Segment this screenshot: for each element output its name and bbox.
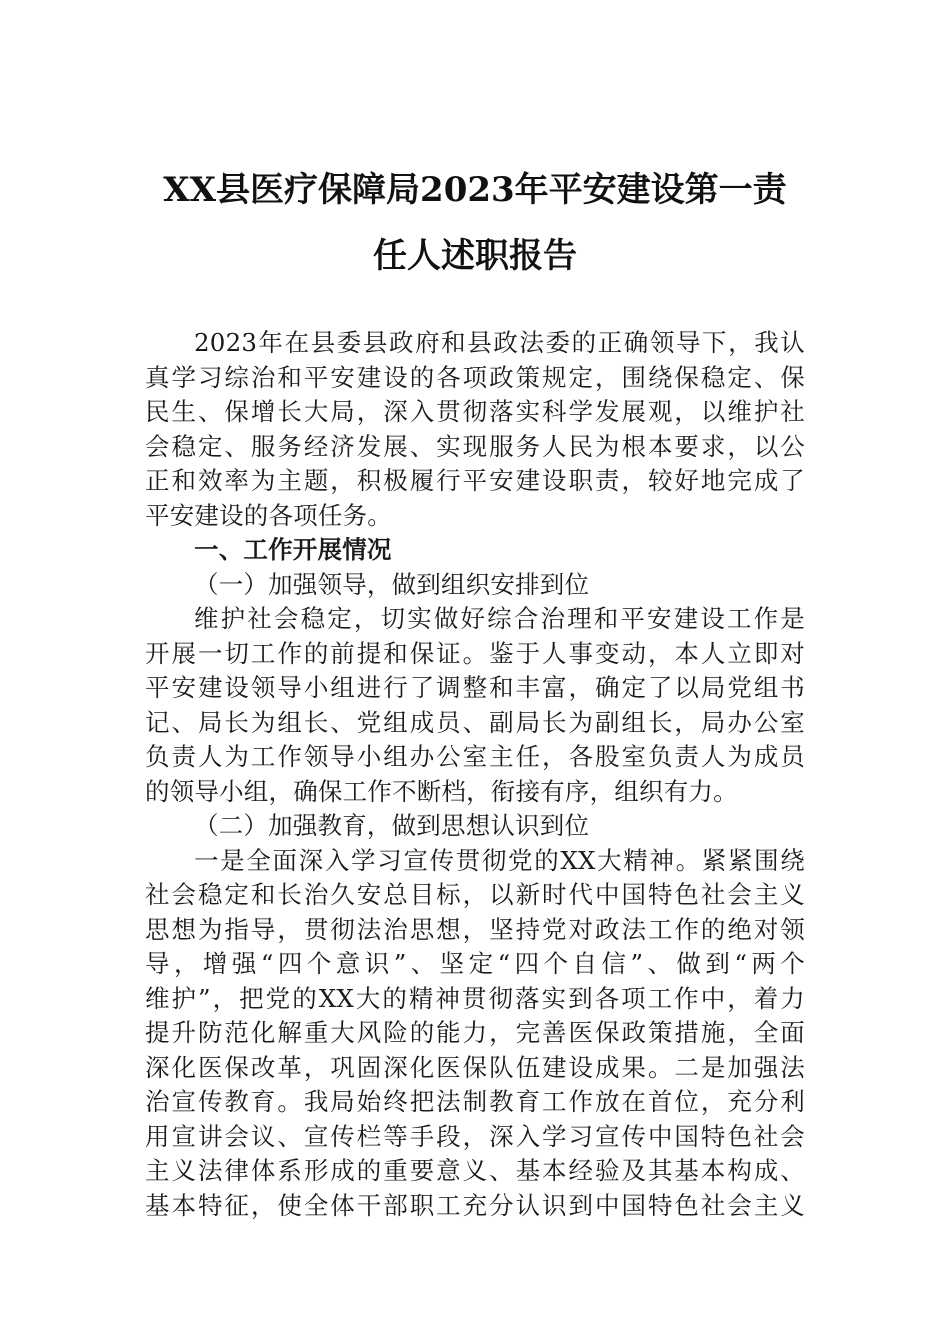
- paragraph-line: 导，增强“四个意识”、坚定“四个自信”、做到“两个: [145, 949, 805, 978]
- document-title-line-1: XX县医疗保障局2023年平安建设第一责: [163, 170, 787, 210]
- paragraph-line: 思想为指导，贯彻法治思想，坚持党对政法工作的绝对领: [145, 914, 805, 944]
- paragraph-line: 2023年在县委县政府和县政法委的正确领导下，我认: [194, 328, 805, 357]
- paragraph-line: 用宣讲会议、宣传栏等手段，深入学习宣传中国特色社会: [145, 1121, 805, 1151]
- subsection-heading: （一）加强领导，做到组织安排到位: [194, 569, 590, 599]
- document-title-line-2: 任人述职报告: [373, 236, 577, 276]
- paragraph-line: 维护社会稳定，切实做好综合治理和平安建设工作是: [194, 604, 805, 633]
- paragraph-line: 民生、保增长大局，深入贯彻落实科学发展观，以维护社: [145, 397, 805, 426]
- paragraph-line: 主义法律体系形成的重要意义、基本经验及其基本构成、: [145, 1156, 805, 1185]
- paragraph-line: 维护”，把党的XX大的精神贯彻落实到各项工作中，着力: [145, 983, 805, 1013]
- paragraph-line: 提升防范化解重大风险的能力，完善医保政策措施，全面: [145, 1018, 805, 1047]
- paragraph-line: 记、局长为组长、党组成员、副局长为副组长，局办公室: [145, 707, 805, 737]
- paragraph-line: 平安建设领导小组进行了调整和丰富，确定了以局党组书: [145, 673, 805, 702]
- paragraph-line: 正和效率为主题，积极履行平安建设职责，较好地完成了: [145, 466, 805, 495]
- paragraph-line: 平安建设的各项任务。: [145, 500, 392, 530]
- document-body: [145, 326, 805, 1223]
- paragraph-line: 一是全面深入学习宣传贯彻党的XX大精神。紧紧围绕: [194, 845, 805, 875]
- paragraph-line: 治宣传教育。我局始终把法制教育工作放在首位，充分利: [145, 1087, 805, 1116]
- paragraph-line: 开展一切工作的前提和保证。鉴于人事变动，本人立即对: [145, 638, 805, 668]
- paragraph-line: 深化医保改革，巩固深化医保队伍建设成果。二是加强法: [145, 1052, 805, 1082]
- paragraph-line: 基本特征，使全体干部职工充分认识到中国特色社会主义: [145, 1190, 805, 1220]
- paragraph-line: 社会稳定和长治久安总目标，以新时代中国特色社会主义: [145, 880, 805, 909]
- paragraph-line: 负责人为工作领导小组办公室主任，各股室负责人为成员: [145, 742, 805, 771]
- subsection-heading: （二）加强教育，做到思想认识到位: [194, 811, 590, 840]
- section-heading: 一、工作开展情况: [194, 535, 392, 564]
- paragraph-line: 的领导小组，确保工作不断档，衔接有序，组织有力。: [145, 776, 738, 806]
- paragraph-line: 会稳定、服务经济发展、实现服务人民为根本要求，以公: [145, 431, 805, 461]
- paragraph-line: 真学习综治和平安建设的各项政策规定，围绕保稳定、保: [145, 362, 805, 392]
